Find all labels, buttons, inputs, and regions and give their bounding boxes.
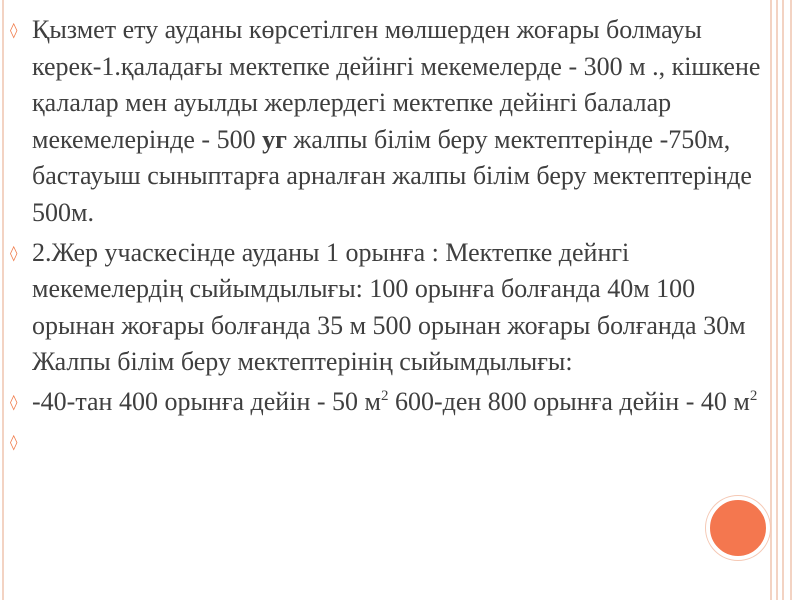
paragraph-capacity bbox=[32, 384, 762, 421]
paragraph-empty bbox=[32, 424, 762, 461]
slide-frame-right bbox=[770, 0, 772, 600]
paragraph-service-area bbox=[32, 12, 762, 232]
superscript: 2 bbox=[380, 387, 389, 404]
diamond-bullet-icon: ◊ bbox=[10, 392, 18, 411]
paragraph-text: -40-тан 400 орынға дейін - 50 м bbox=[32, 386, 381, 416]
bullet-item bbox=[10, 235, 762, 381]
slide-frame-left bbox=[2, 0, 4, 600]
superscript: 2 bbox=[749, 387, 758, 404]
bullet-item bbox=[10, 12, 762, 232]
slide-body bbox=[10, 12, 762, 463]
diamond-bullet-icon: ◊ bbox=[10, 21, 18, 39]
slide-frame-right bbox=[790, 0, 792, 600]
slide-frame-right bbox=[782, 0, 784, 600]
diamond-bullet-icon: ◊ bbox=[10, 243, 18, 262]
paragraph-text: Қызмет ету ауданы көрсетілген мөлшерден жоғары болмауы керек-1.қаладағы мектепке дейінгі мекемелерде - 300 м ., кішкене қалалар мен ауылды жерлердегі мектепке дейінгі балалар мекемелерінде - 500 bbox=[32, 15, 761, 154]
bullet-item bbox=[10, 384, 762, 421]
diamond-bullet-icon: ◊ bbox=[10, 432, 18, 451]
paragraph-text: 600-ден 800 орынға дейін - 40 м bbox=[388, 386, 750, 416]
paragraph-text: жалпы білім беру мектептерінде -750м, бастауыш сыныптарға арналған жалпы білім беру мектептерінде 500м. bbox=[32, 124, 752, 227]
decorative-orange-circle bbox=[706, 496, 770, 560]
paragraph-bold-text: уг bbox=[262, 124, 287, 154]
bullet-item bbox=[10, 424, 762, 461]
paragraph-land-plot: 2.Жер учаскесінде ауданы 1 орынға : Мектепке дейнгі мекемелердің сыйымдылығы: 100 орынға болғанда 40м 100 орынан жоғары болғанда 35 м 500 орынан жоғары болғанда 30м Жалпы білім беру мектептерінің сыйымдылығы: bbox=[32, 237, 746, 377]
slide-frame-right bbox=[776, 0, 778, 600]
